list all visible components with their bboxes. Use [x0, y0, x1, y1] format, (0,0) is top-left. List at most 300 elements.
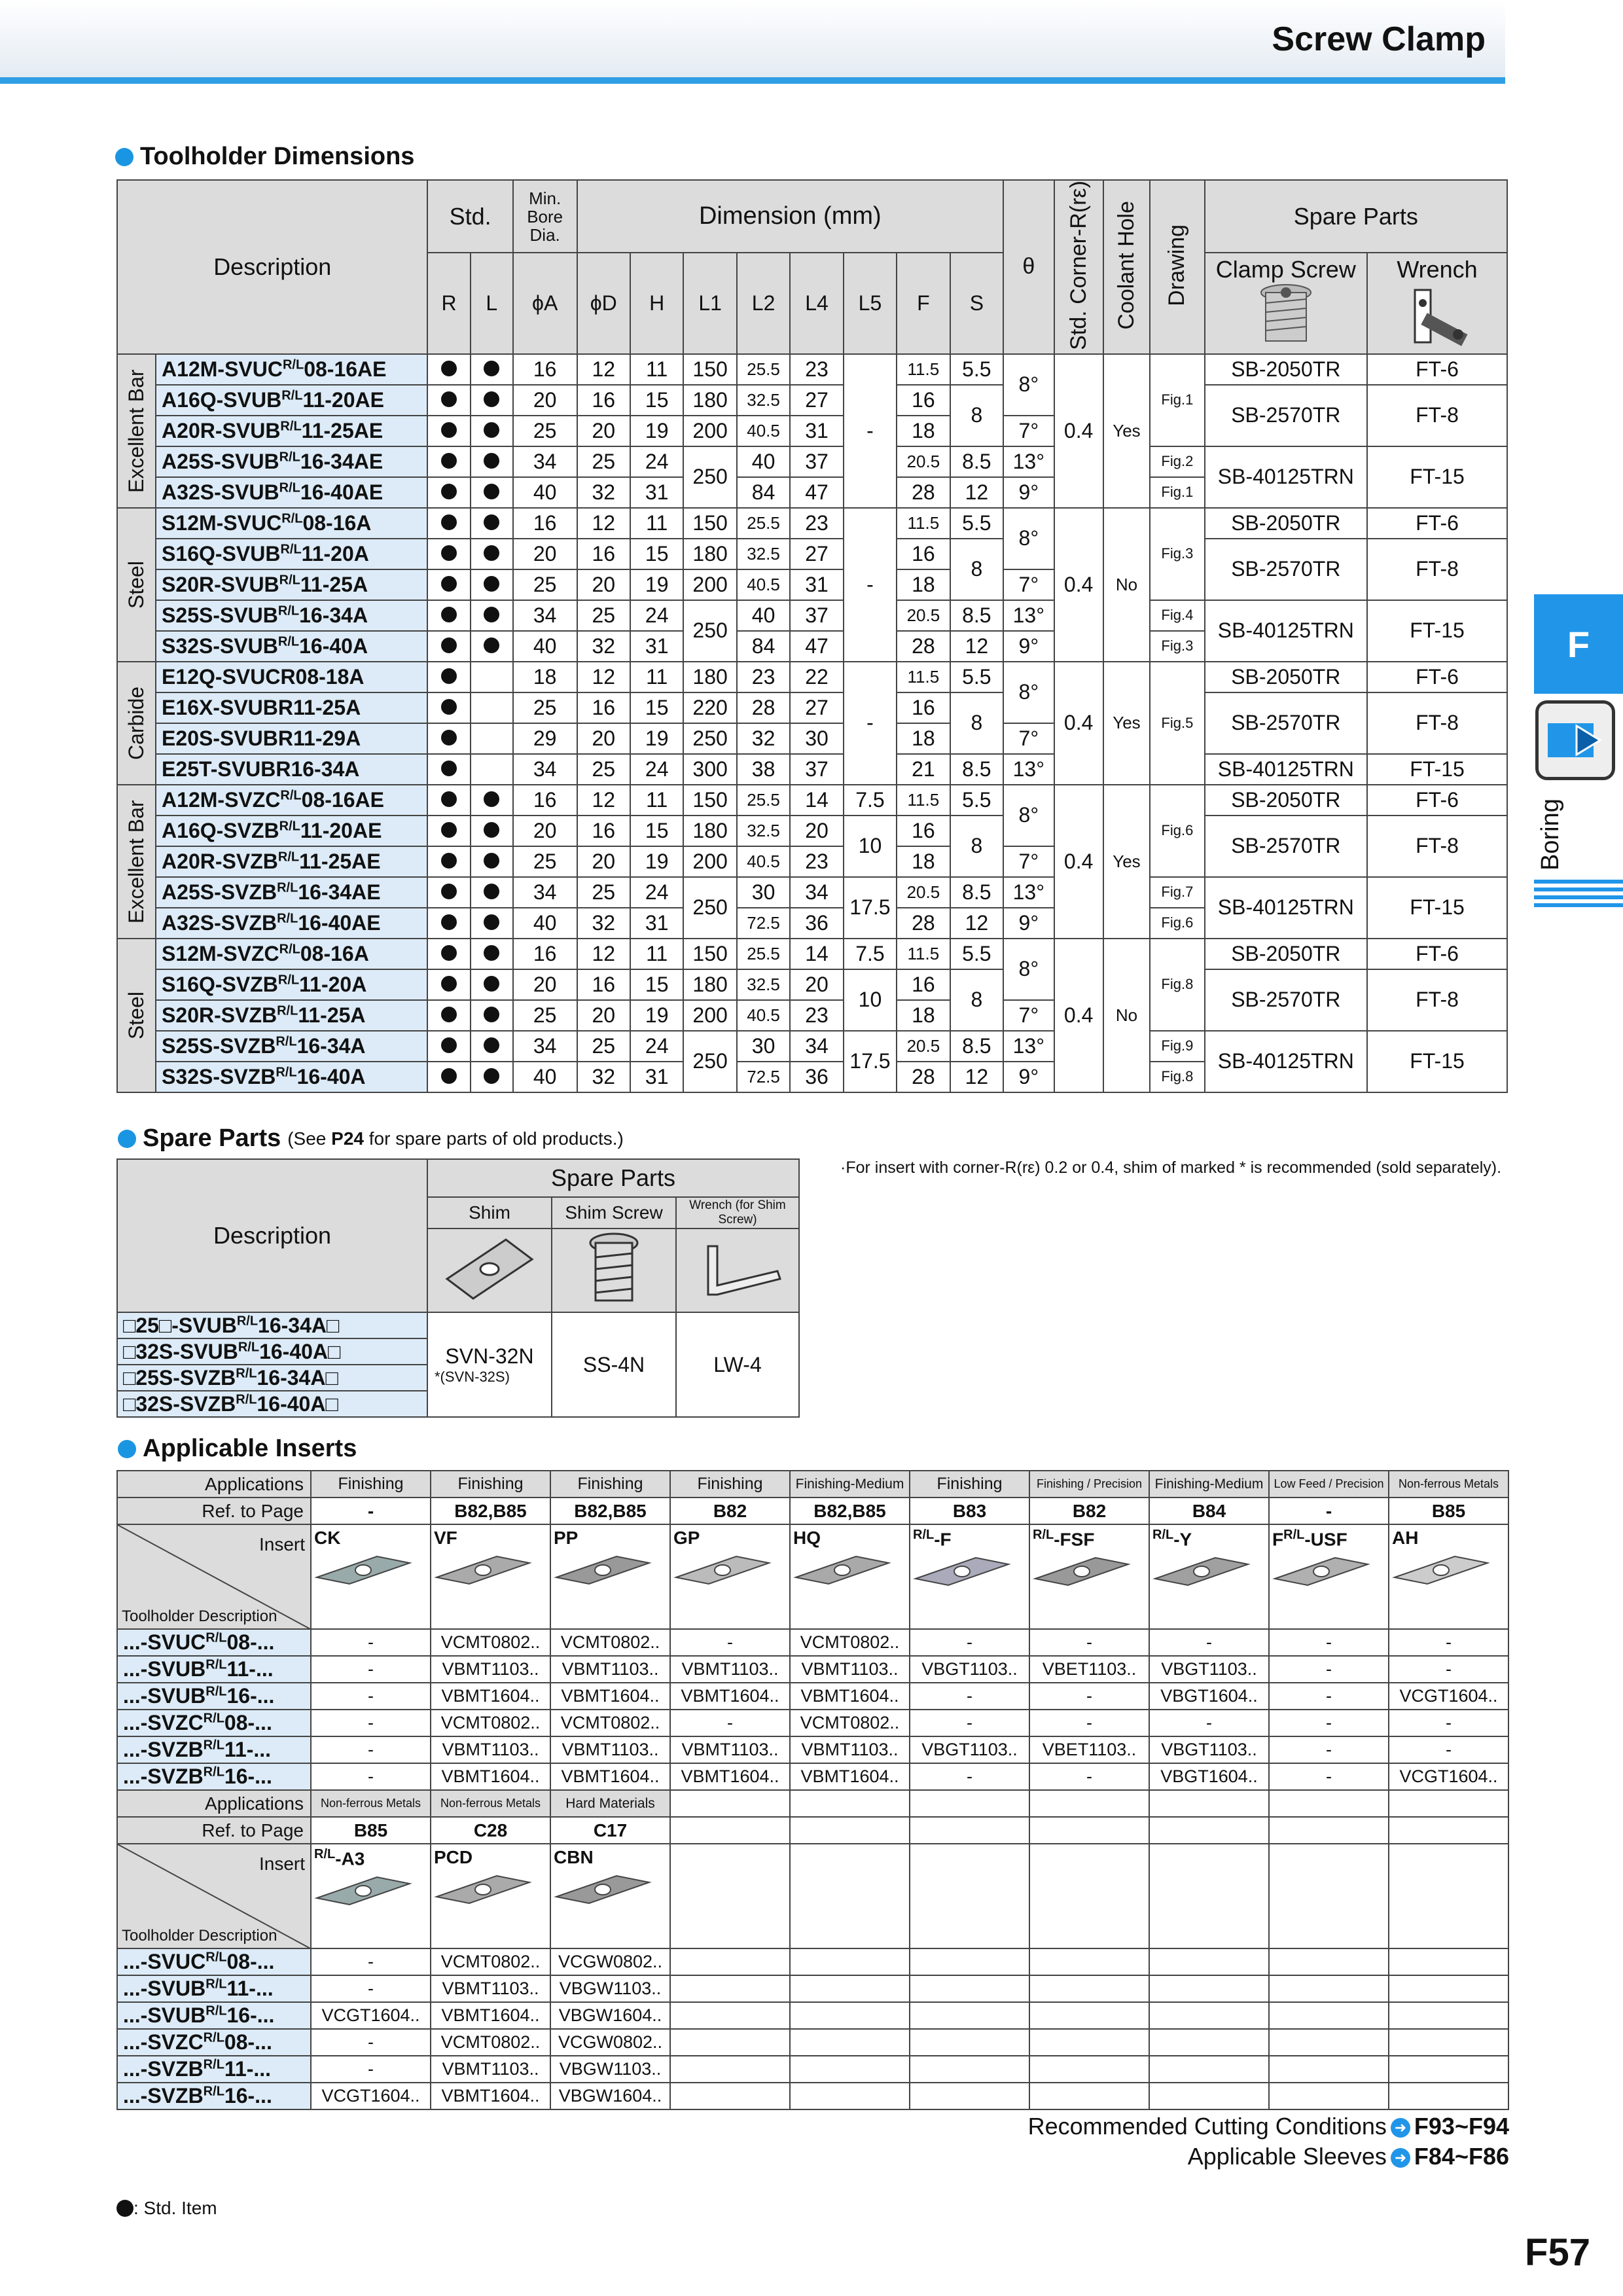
insert-code: VBGT1103.. — [1149, 1736, 1269, 1763]
insert-code: - — [1389, 1656, 1508, 1683]
std-dot — [471, 508, 513, 539]
std-dot — [471, 539, 513, 569]
insert-code: - — [1029, 1629, 1149, 1656]
insert-code: - — [1389, 1629, 1508, 1656]
bore-dia: 25 — [513, 846, 577, 877]
clamp-screw-value: SB-2050TR — [1205, 939, 1367, 969]
ref-page-link[interactable]: B85 — [1389, 1498, 1508, 1524]
insert-icon — [554, 1552, 652, 1588]
insert-code: - — [311, 1629, 431, 1656]
clamp-screw-value: SB-40125TRN — [1205, 1031, 1367, 1092]
toolholder-description: $S25S-SVUB^{R/L}16-34A$ — [156, 600, 427, 631]
std-item-dot-icon — [441, 914, 457, 930]
drawing-ref[interactable]: Fig.4 — [1150, 600, 1204, 631]
insert-cell[interactable]: $^{R/L}$-Y — [1149, 1524, 1269, 1629]
insert-code: - — [1269, 1763, 1389, 1790]
drawing-ref[interactable]: Fig.3 — [1150, 631, 1204, 662]
insert-code: VCGT1604.. — [1389, 1683, 1508, 1710]
insert-cell[interactable]: CBN — [550, 1844, 670, 1948]
r-l-superscript: R/L — [203, 2030, 224, 2045]
std-dot — [471, 477, 513, 508]
spare-parts-note: (See P24 for spare parts of old products.) — [287, 1128, 624, 1149]
insert-holder-row: $...-SVUB^{R/L}16-$... VCGT1604.. VBMT1604.. VBGW1604.. — [117, 2002, 1508, 2029]
side-stripes — [1534, 880, 1623, 907]
std-dot — [427, 692, 470, 723]
std-dot — [471, 1062, 513, 1092]
insert-cell[interactable]: CK — [311, 1524, 431, 1629]
r-l-superscript: R/L — [280, 419, 302, 434]
insert-code: - — [311, 1948, 431, 1975]
insert-cell[interactable]: $F^{R/L}$-USF — [1269, 1524, 1389, 1629]
ref-page-link[interactable]: B82,B85 — [431, 1498, 550, 1524]
insert-icon — [434, 1552, 532, 1588]
insert-code: VBGT1604.. — [1149, 1683, 1269, 1710]
clamp-screw-value: SB-40125TRN — [1205, 754, 1367, 785]
r-l-superscript: R/L — [205, 1657, 227, 1672]
section-tab-f[interactable]: F — [1534, 594, 1623, 694]
insert-holder-row: $...-SVUB^{R/L}11-$... - VBMT1103.. VBMT1103.. VBMT1103.. VBMT1103.. VBGT1103.. VBET1103.. VBGT1103.. - - — [117, 1656, 1508, 1683]
wrench-value: FT-6 — [1367, 662, 1507, 692]
theta-header: θ — [1003, 180, 1054, 354]
drawing-ref[interactable]: Fig.8 — [1150, 1062, 1204, 1092]
bore-dia: 16 — [513, 785, 577, 816]
shim-icon — [440, 1233, 539, 1305]
std-dot — [427, 723, 470, 754]
std-item-legend: : Std. Item — [116, 2198, 217, 2219]
r-l-superscript: R/L — [277, 1003, 298, 1018]
insert-icon — [314, 1552, 412, 1588]
r-l-superscript: R/L — [913, 1528, 935, 1542]
spare-row — [117, 1312, 799, 1338]
wrench-value: FT-15 — [1367, 600, 1507, 662]
insert-code: VBMT1103.. — [431, 1975, 550, 2002]
r-l-superscript: R/L — [236, 1365, 257, 1380]
r-l-superscript: R/L — [203, 2084, 224, 2099]
r-l-superscript: R/L — [236, 1391, 257, 1407]
toolholder-description: $S20R-SVUB^{R/L}11-25A$ — [156, 569, 427, 600]
std-item-dot-icon — [441, 514, 457, 530]
toolholder-row: Excellent Bar $A12M-SVUC^{R/L}08-16AE$ 16 12 11 150 25.5 23 - 11.5 5.5 8° 0.4 Yes Fig.1 SB-2050TR FT-6 — [117, 354, 1507, 385]
col-l4: L4 — [790, 253, 843, 354]
drawing-ref[interactable]: Fig.1 — [1150, 477, 1204, 508]
wrench-value: FT-8 — [1367, 385, 1507, 446]
spare-description: $□32S-SVUB^{R/L}16-40A□$ — [117, 1338, 427, 1365]
insert-code: - — [1269, 1629, 1389, 1656]
r-l-superscript: R/L — [281, 511, 303, 526]
insert-code: VCMT0802.. — [431, 2029, 550, 2056]
r-l-superscript: R/L — [280, 542, 302, 557]
toolholder-row: E25T-SVUBR16-34A 34 25 24 300 38 37 21 8.5 13° SB-40125TRN FT-15 — [117, 754, 1507, 785]
r-l-superscript: R/L — [205, 1977, 227, 1992]
std-header: Std. — [427, 180, 512, 253]
std-item-dot-icon — [441, 545, 457, 561]
insert-code: - — [311, 2056, 431, 2083]
spare-description: $□25S-SVZB^{R/L}16-34A□$ — [117, 1365, 427, 1391]
wrench-value: FT-8 — [1367, 969, 1507, 1031]
clamp-screw-value: SB-2570TR — [1205, 969, 1367, 1031]
insert-code: - — [1029, 1683, 1149, 1710]
insert-code: - — [910, 1683, 1029, 1710]
insert-code: VBGT1103.. — [910, 1736, 1029, 1763]
insert-code: VBGW1103.. — [550, 2056, 670, 2083]
spare-parts-table — [116, 1158, 800, 1418]
std-dot — [427, 1000, 470, 1031]
description-header: Description — [117, 180, 427, 354]
shim-header: Shim — [427, 1197, 552, 1229]
insert-icon — [314, 1873, 412, 1909]
std-item-dot-icon — [484, 914, 499, 930]
clamp-screw-value: SB-2050TR — [1205, 354, 1367, 385]
insert-code: - — [311, 1763, 431, 1790]
applicable-inserts-title: Applicable Inserts — [118, 1435, 357, 1463]
insert-code: VCMT0802.. — [790, 1710, 910, 1736]
insert-code: VBMT1604.. — [431, 2002, 550, 2029]
toolholder-description: $A12M-SVZC^{R/L}08-16AE$ — [156, 785, 427, 816]
arrow-right-icon: ➜ — [1391, 2148, 1410, 2168]
insert-cell[interactable]: $^{R/L}$-F — [910, 1524, 1029, 1629]
ref-page-link[interactable]: C17 — [550, 1817, 670, 1844]
recommended-conditions-link[interactable]: Recommended Cutting Conditions ➜ F93~F94 — [1027, 2113, 1509, 2140]
insert-code: - — [1269, 1736, 1389, 1763]
category-label: Excellent Bar — [117, 354, 156, 508]
r-l-superscript: R/L — [203, 2057, 224, 2072]
arrow-right-icon: ➜ — [1391, 2118, 1410, 2138]
toolholder-row: $A32S-SVUB^{R/L}16-40AE$ 40 32 31 84 47 28 12 9° Fig.1 — [117, 477, 1507, 508]
insert-code: VBMT1103.. — [790, 1656, 910, 1683]
ref-page-link[interactable]: B82 — [670, 1498, 790, 1524]
insert-code: - — [1269, 1710, 1389, 1736]
insert-holder-row: $...-SVZB^{R/L}11-$... - VBMT1103.. VBMT1103.. VBMT1103.. VBMT1103.. VBGT1103.. VBET1103.. VBGT1103.. - - — [117, 1736, 1508, 1763]
insert-code: VBMT1604.. — [670, 1763, 790, 1790]
bore-dia: 25 — [513, 416, 577, 446]
std-item-dot-icon — [441, 1007, 457, 1022]
wrench-value: FT-8 — [1367, 539, 1507, 600]
bore-dia: 34 — [513, 754, 577, 785]
insert-holder-row: $...-SVZC^{R/L}08-$... - VCMT0802.. VCMT0802.. - VCMT0802.. - - - - - — [117, 1710, 1508, 1736]
toolholder-row: $S32S-SVZB^{R/L}16-40A$ 40 32 31 72.5 36 28 12 9° Fig.8 — [117, 1062, 1507, 1092]
std-dot — [427, 816, 470, 846]
insert-code: VBET1103.. — [1029, 1736, 1149, 1763]
toolholder-row: Steel $S12M-SVZC^{R/L}08-16A$ 16 12 11 150 25.5 14 7.5 11.5 5.5 8° 0.4 No Fig.8 SB-2050TR FT-6 — [117, 939, 1507, 969]
std-item-dot-icon — [441, 637, 457, 653]
r-l-superscript: R/L — [277, 973, 300, 988]
clamp-screw-value: SB-2050TR — [1205, 662, 1367, 692]
toolholder-description: $A12M-SVUC^{R/L}08-16AE$ — [156, 354, 427, 385]
insert-code: VCGT1604.. — [1389, 1763, 1508, 1790]
bore-dia: 40 — [513, 477, 577, 508]
toolholder-description: $S20R-SVZB^{R/L}11-25A$ — [156, 1000, 427, 1031]
drawing-ref[interactable]: Fig.1 — [1150, 354, 1204, 446]
boring-label: Boring — [1537, 798, 1564, 870]
toolholder-description: $A25S-SVZB^{R/L}16-34AE$ — [156, 877, 427, 908]
insert-code: VBMT1604.. — [431, 1683, 550, 1710]
insert-code: VBMT1604.. — [550, 1763, 670, 1790]
std-dot — [471, 939, 513, 969]
toolholder-description: E12Q-SVUCR08-18A — [156, 662, 427, 692]
bore-dia: 34 — [513, 1031, 577, 1062]
wrench-value: FT-8 — [1367, 816, 1507, 877]
ref-page-row: Ref. to Page - B82,B85 B82,B85 B82 B82,B85 B83 B82 B84 - B85 — [117, 1498, 1508, 1524]
insert-holder-row: $...-SVUC^{R/L}08-$... - VCMT0802.. VCMT0802.. - VCMT0802.. - - - - - — [117, 1629, 1508, 1656]
bore-dia: 40 — [513, 631, 577, 662]
r-l-superscript: R/L — [276, 1065, 297, 1080]
std-dot — [427, 569, 470, 600]
toolholder-row: $S20R-SVZB^{R/L}11-25A$ 25 20 19 200 40.5 23 18 7° — [117, 1000, 1507, 1031]
insert-cell[interactable]: HQ — [790, 1524, 910, 1629]
insert-icon — [673, 1552, 772, 1588]
ref-page-link[interactable]: B82 — [1029, 1498, 1149, 1524]
insert-icon — [434, 1872, 532, 1907]
r-l-superscript: R/L — [236, 1313, 259, 1328]
insert-code: - — [1269, 1683, 1389, 1710]
toolholder-description: $A32S-SVZB^{R/L}16-40AE$ — [156, 908, 427, 939]
insert-icon — [1152, 1554, 1251, 1589]
wrench-header: Wrench — [1397, 256, 1478, 283]
toolholder-description: $S32S-SVUB^{R/L}16-40A$ — [156, 631, 427, 662]
toolholder-row: Steel $S12M-SVUC^{R/L}08-16A$ 16 12 11 150 25.5 23 - 11.5 5.5 8° 0.4 No Fig.3 SB-2050TR FT-6 — [117, 508, 1507, 539]
std-item-dot-icon — [484, 514, 499, 530]
std-item-dot-icon — [484, 945, 499, 961]
r-l-superscript: R/L — [1283, 1528, 1305, 1542]
insert-code: - — [311, 2029, 431, 2056]
insert-code: VBMT1103.. — [670, 1656, 790, 1683]
insert-holder-row: $...-SVZB^{R/L}16-$... - VBMT1604.. VBMT1604.. VBMT1604.. VBMT1604.. - - VBGT1604.. - VCGT1604.. — [117, 1763, 1508, 1790]
bore-dia: 34 — [513, 600, 577, 631]
insert-image-row: Insert Toolholder Description CK VF PP GP HQ $^{R/L}$-F $^{R/L}$-FSF $^{R/L}$-Y $F^{R/L}$-USF AH — [117, 1524, 1508, 1629]
insert-code: - — [670, 1629, 790, 1656]
std-dot — [427, 416, 470, 446]
insert-code: VCGW0802.. — [550, 1948, 670, 1975]
std-item-dot-icon — [441, 484, 457, 499]
bore-dia: 20 — [513, 385, 577, 416]
drawing-ref[interactable]: Fig.3 — [1150, 508, 1204, 600]
toolholder-row: E20S-SVUBR11-29A 29 20 19 250 32 30 18 7° — [117, 723, 1507, 754]
std-dot — [427, 354, 470, 385]
r-l-superscript: R/L — [314, 1847, 336, 1861]
page-number: F57 — [1525, 2231, 1590, 2274]
drawing-ref[interactable]: Fig.7 — [1150, 877, 1204, 908]
col-r: R — [427, 253, 470, 354]
insert-holder-row: $...-SVZC^{R/L}08-$... - VCMT0802.. VCGW0802.. — [117, 2029, 1508, 2056]
std-item-dot-icon — [484, 361, 499, 376]
toolholder-description: E20S-SVUBR11-29A — [156, 723, 427, 754]
clamp-screw-value: SB-40125TRN — [1205, 600, 1367, 662]
insert-code: - — [311, 1710, 431, 1736]
bore-dia: 18 — [513, 662, 577, 692]
spare-description: $□32S-SVZB^{R/L}16-40A□$ — [117, 1391, 427, 1417]
r-l-superscript: R/L — [276, 1034, 297, 1049]
insert-cell[interactable]: AH — [1389, 1524, 1508, 1629]
std-item-dot-icon — [484, 884, 499, 899]
toolholder-row: $S25S-SVUB^{R/L}16-34A$ 34 25 24 250 40 37 20.5 8.5 13° Fig.4 SB-40125TRN FT-15 — [117, 600, 1507, 631]
drawing-ref[interactable]: Fig.2 — [1150, 446, 1204, 477]
insert-code: VBET1103.. — [1029, 1656, 1149, 1683]
boring-tool-icon — [1535, 700, 1615, 780]
wrench-value: FT-15 — [1367, 754, 1507, 785]
toolholder-description: $A20R-SVZB^{R/L}11-25AE$ — [156, 846, 427, 877]
insert-code: VBGT1604.. — [1149, 1763, 1269, 1790]
std-item-dot-icon — [441, 361, 457, 376]
applicable-sleeves-link[interactable]: Applicable Sleeves ➜ F84~F86 — [1187, 2143, 1509, 2170]
std-item-dot-icon — [484, 422, 499, 438]
clamp-screw-value: SB-2570TR — [1205, 692, 1367, 754]
ref-page-link[interactable]: B82,B85 — [790, 1498, 910, 1524]
std-item-dot-icon — [484, 391, 499, 407]
drawing-ref[interactable]: Fig.8 — [1150, 939, 1204, 1031]
bullet-icon — [118, 1440, 136, 1458]
insert-cell[interactable]: PCD — [431, 1844, 550, 1948]
std-item-dot-icon — [484, 453, 499, 469]
inserts-table — [116, 1470, 1509, 2110]
std-dot — [427, 877, 470, 908]
shim-screw-header: Shim Screw — [552, 1197, 676, 1229]
ref-page-link[interactable]: B83 — [910, 1498, 1029, 1524]
wrench-value: FT-6 — [1367, 354, 1507, 385]
r-l-superscript: R/L — [203, 1711, 224, 1726]
drawing-ref[interactable]: Fig.6 — [1150, 785, 1204, 877]
insert-code: - — [1269, 1656, 1389, 1683]
r-l-superscript: R/L — [279, 450, 300, 465]
ref-page-link[interactable]: B84 — [1149, 1498, 1269, 1524]
ref-page-link[interactable]: - — [311, 1498, 431, 1524]
toolholder-description: $S16Q-SVZB^{R/L}11-20A$ — [156, 969, 427, 1000]
insert-code: - — [910, 1629, 1029, 1656]
std-item-dot-icon — [441, 668, 457, 684]
toolholder-description: E25T-SVUBR16-34A — [156, 754, 427, 785]
std-dot — [471, 446, 513, 477]
insert-code: - — [1029, 1710, 1149, 1736]
insert-cell[interactable]: $^{R/L}$-A3 — [311, 1844, 431, 1948]
shim-screw-icon — [581, 1231, 647, 1307]
toolholder-title: Toolholder Dimensions — [115, 143, 414, 171]
std-item-dot-icon — [441, 1037, 457, 1053]
drawing-ref[interactable]: Fig.9 — [1150, 1031, 1204, 1062]
ref-page-link[interactable]: C28 — [431, 1817, 550, 1844]
toolholder-row: $S20R-SVUB^{R/L}11-25A$ 25 20 19 200 40.5 31 18 7° — [117, 569, 1507, 600]
insert-code: VBGW1604.. — [550, 2002, 670, 2029]
clamp-screw-header: Clamp Screw — [1215, 256, 1356, 283]
page-title: Screw Clamp — [1272, 20, 1486, 58]
insert-holder-row: $...-SVUC^{R/L}08-$... - VCMT0802.. VCGW0802.. — [117, 1948, 1508, 1975]
std-dot — [427, 631, 470, 662]
std-dot — [471, 385, 513, 416]
bore-dia: 25 — [513, 569, 577, 600]
page-header — [0, 0, 1505, 84]
bullet-icon — [115, 148, 134, 166]
col-l: L — [471, 253, 513, 354]
insert-cell[interactable]: GP — [670, 1524, 790, 1629]
std-item-dot-icon — [441, 791, 457, 807]
insert-code: VCMT0802.. — [431, 1948, 550, 1975]
ref-page-link[interactable]: - — [1269, 1498, 1389, 1524]
insert-icon — [913, 1554, 1011, 1589]
std-item-dot-icon — [441, 884, 457, 899]
toolholder-description: $S12M-SVZC^{R/L}08-16A$ — [156, 939, 427, 969]
wrench-shim-header: Wrench (for Shim Screw) — [676, 1197, 799, 1229]
std-dot — [471, 908, 513, 939]
insert-code: - — [910, 1763, 1029, 1790]
torx-wrench-icon — [1398, 283, 1476, 346]
std-item-dot-icon — [441, 576, 457, 592]
toolholder-description: $A32S-SVUB^{R/L}16-40AE$ — [156, 477, 427, 508]
col-s: S — [950, 253, 1004, 354]
wrench-shim-value: LW-4 — [676, 1312, 799, 1417]
toolholder-row: E16X-SVUBR11-25A 25 16 15 220 28 27 16 8 SB-2570TR FT-8 — [117, 692, 1507, 723]
std-item-dot-icon — [441, 976, 457, 992]
wrench-value: FT-15 — [1367, 1031, 1507, 1092]
insert-icon — [1033, 1554, 1131, 1589]
std-item-dot-icon — [484, 1037, 499, 1053]
insert-code: VBMT1604.. — [790, 1763, 910, 1790]
clamp-screw-icon — [1257, 283, 1315, 346]
toolholder-description: $A20R-SVUB^{R/L}11-25AE$ — [156, 416, 427, 446]
insert-code: VCGW0802.. — [550, 2029, 670, 2056]
insert-code: VBMT1604.. — [431, 2083, 550, 2109]
applications-row: Applications Non-ferrous Metals Non-ferrous Metals Hard Materials — [117, 1790, 1508, 1817]
insert-code: - — [670, 1710, 790, 1736]
category-label: Steel — [117, 939, 156, 1092]
toolholder-row: $S16Q-SVUB^{R/L}11-20A$ 20 16 15 180 32.5 27 16 8 SB-2570TR FT-8 — [117, 539, 1507, 569]
drawing-ref[interactable]: Fig.6 — [1150, 908, 1204, 939]
std-item-dot-icon — [484, 1007, 499, 1022]
r-l-superscript: R/L — [279, 819, 300, 834]
col-h: H — [630, 253, 683, 354]
insert-code: VCMT0802.. — [550, 1710, 670, 1736]
insert-code: - — [1029, 1763, 1149, 1790]
insert-icon — [793, 1552, 891, 1588]
wrench-value: FT-6 — [1367, 508, 1507, 539]
r-l-superscript: R/L — [205, 1684, 227, 1699]
r-l-superscript: R/L — [282, 357, 304, 372]
insert-code: VBMT1103.. — [431, 1736, 550, 1763]
wrench-value: FT-6 — [1367, 785, 1507, 816]
std-dot — [427, 600, 470, 631]
std-dot — [471, 354, 513, 385]
std-item-dot-icon — [441, 730, 457, 745]
r-l-superscript: R/L — [277, 911, 298, 926]
std-item-dot-icon — [484, 576, 499, 592]
bore-dia: 20 — [513, 816, 577, 846]
std-item-dot-icon — [484, 1068, 499, 1084]
ref-page-link[interactable]: B82,B85 — [550, 1498, 670, 1524]
insert-code: - — [311, 1683, 431, 1710]
std-item-dot-icon — [441, 822, 457, 838]
std-dot — [427, 908, 470, 939]
bore-dia: 40 — [513, 1062, 577, 1092]
std-dot — [427, 1062, 470, 1092]
clamp-screw-value: SB-2570TR — [1205, 539, 1367, 600]
toolholder-description: $A16Q-SVZB^{R/L}11-20AE$ — [156, 816, 427, 846]
insert-cell[interactable]: VF — [431, 1524, 550, 1629]
drawing-ref[interactable]: Fig.5 — [1150, 662, 1204, 785]
bore-dia: 40 — [513, 908, 577, 939]
insert-cell[interactable]: $^{R/L}$-FSF — [1029, 1524, 1149, 1629]
insert-code: VCMT0802.. — [431, 1629, 550, 1656]
std-dot — [427, 385, 470, 416]
insert-code: VBMT1103.. — [550, 1656, 670, 1683]
insert-holder-row: $...-SVZB^{R/L}16-$... VCGT1604.. VBMT1604.. VBGW1604.. — [117, 2083, 1508, 2109]
insert-code: VBMT1103.. — [431, 1656, 550, 1683]
clamp-screw-value: SB-2570TR — [1205, 385, 1367, 446]
insert-cell[interactable]: PP — [550, 1524, 670, 1629]
ref-page-link[interactable]: B85 — [311, 1817, 431, 1844]
std-dot — [427, 785, 470, 816]
std-dot — [427, 446, 470, 477]
std-dot — [471, 785, 513, 816]
insert-code: - — [311, 1736, 431, 1763]
insert-code: VCMT0802.. — [790, 1629, 910, 1656]
r-l-superscript: R/L — [280, 788, 302, 803]
